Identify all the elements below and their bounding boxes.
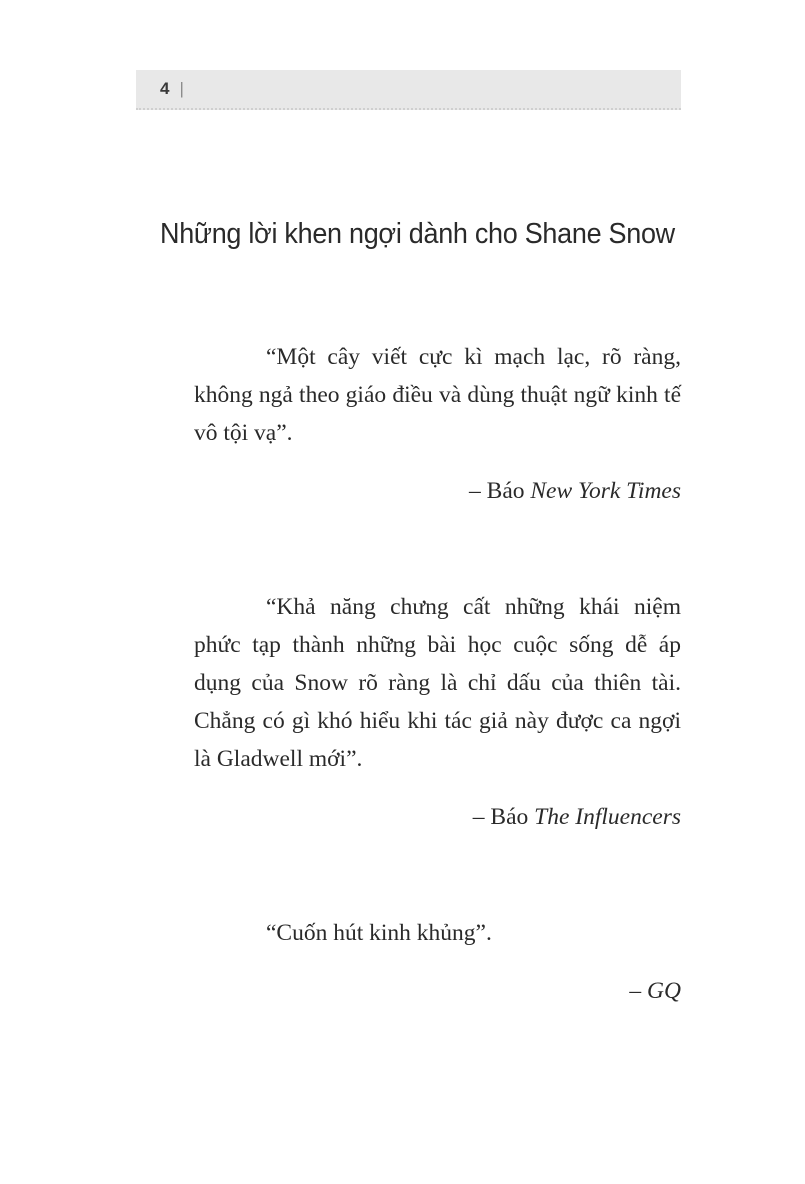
quote-source [194,472,681,510]
source-prefix: – Báo [469,478,531,504]
header-separator: | [179,79,184,98]
source-prefix: – [629,978,648,1004]
source-publication: New York Times [530,478,681,504]
page-number: 4 [160,79,170,98]
quote-text: “Khả năng chưng cất những khái niệm phức tạp thành những bài học cuộc sống dễ áp dụng của Snow rõ ràng là chỉ dấu của thiên tài. Chẳng có gì khó hiểu khi tác giả này được ca ngợi là Gladwell mới”. [194,594,681,772]
page-header [136,70,681,110]
source-publication: GQ [647,978,681,1004]
quote-source [194,798,681,836]
quote-block-gq [194,914,681,1010]
quote-block-new-york-times [194,338,681,510]
quote-text: “Cuốn hút kinh khủng”. [266,920,492,946]
source-publication: The Influencers [534,804,681,830]
quote-source [194,972,681,1010]
quote-text: “Một cây viết cực kì mạch lạc, rõ ràng, không ngả theo giáo điều và dùng thuật ngữ kinh tế vô tội vạ”. [194,344,681,446]
source-prefix: – Báo [472,804,535,830]
page-title: Những lời khen ngợi dành cho Shane Snow [160,218,675,250]
quote-block-the-influencers [194,588,681,836]
